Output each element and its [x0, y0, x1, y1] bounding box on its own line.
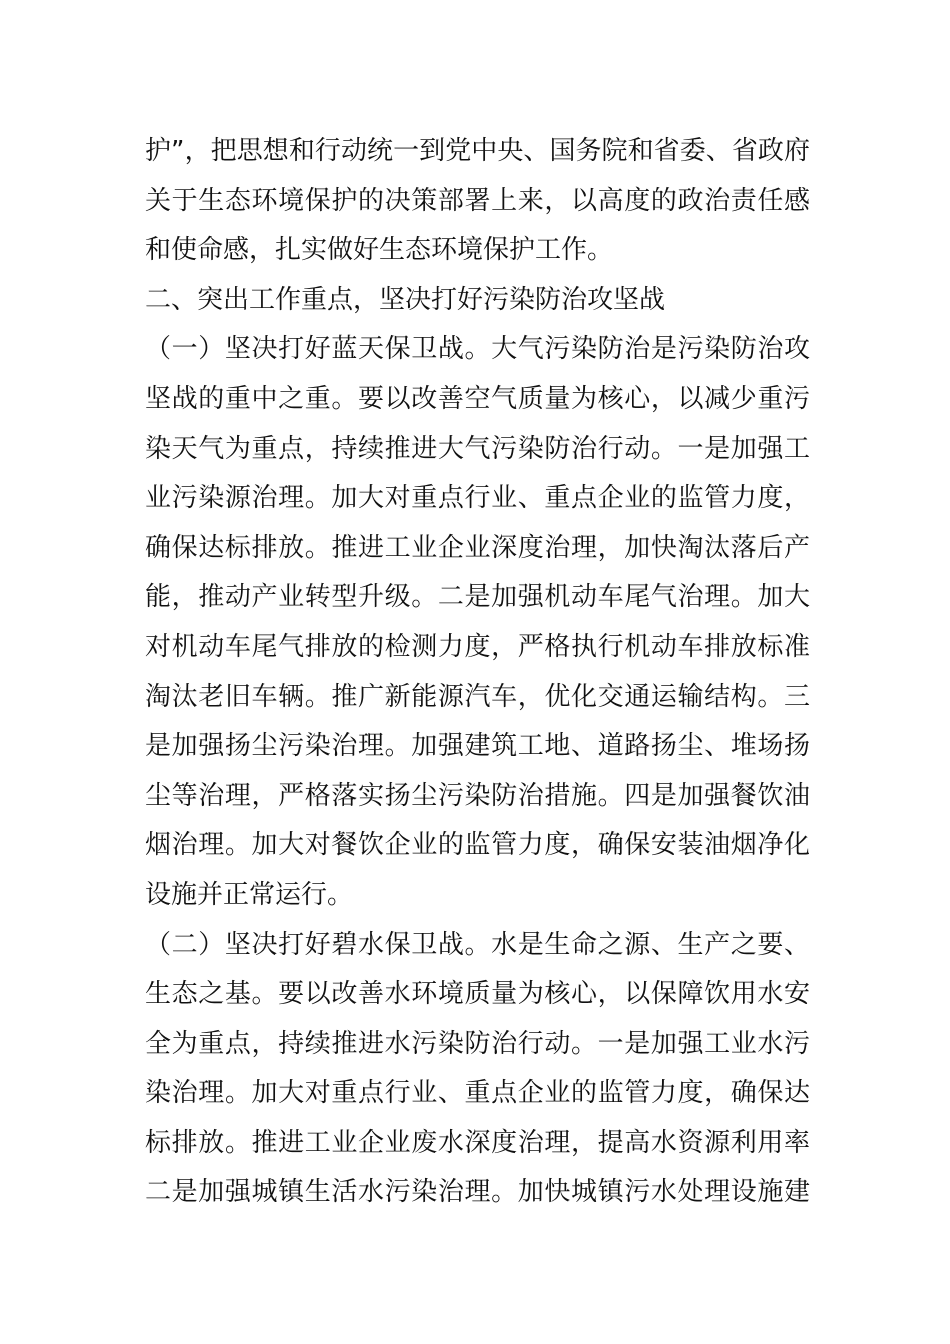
text-line: 关于生态环境保护的决策部署上来，以高度的政治责任感	[145, 185, 810, 216]
text-line: 确保达标排放。推进工业企业深度治理，加快淘汰落后产	[145, 532, 810, 563]
text-line: 烟治理。加大对餐饮企业的监管力度，确保安装油烟净化	[145, 830, 810, 861]
text-line: 生态之基。要以改善水环境质量为核心，以保障饮用水安	[145, 979, 810, 1010]
text-line: 染治理。加大对重点行业、重点企业的监管力度，确保达	[145, 1078, 810, 1109]
text-line: 业污染源治理。加大对重点行业、重点企业的监管力度，	[145, 483, 810, 514]
text-line: 和使命感，扎实做好生态环境保护工作。	[145, 235, 614, 266]
body-text	[145, 127, 810, 1218]
text-line: 坚战的重中之重。要以改善空气质量为核心，以减少重污	[145, 383, 810, 414]
text-line: 二是加强城镇生活水污染治理。加快城镇污水处理设施建	[145, 1177, 810, 1208]
text-line: 是加强扬尘污染治理。加强建筑工地、道路扬尘、堆场扬	[145, 731, 810, 762]
section-heading: 二、突出工作重点，坚决打好污染防治攻坚战	[145, 284, 666, 315]
text-line: 全为重点，持续推进水污染防治行动。一是加强工业水污	[145, 1028, 810, 1059]
text-line: 设施并正常运行。	[145, 879, 354, 910]
text-line: 淘汰老旧车辆。推广新能源汽车，优化交通运输结构。三	[145, 681, 810, 712]
text-line: 尘等治理，严格落实扬尘污染防治措施。四是加强餐饮油	[145, 780, 810, 811]
text-line: （一）坚决打好蓝天保卫战。大气污染防治是污染防治攻	[145, 334, 810, 365]
text-line: 护”，把思想和行动统一到党中央、国务院和省委、省政府	[145, 136, 810, 166]
text-line: 对机动车尾气排放的检测力度，严格执行机动车排放标准	[145, 631, 810, 662]
text-line: 能，推动产业转型升级。二是加强机动车尾气治理。加大	[145, 582, 810, 613]
text-line: 标排放。推进工业企业废水深度治理，提高水资源利用率	[145, 1127, 810, 1158]
text-line: （二）坚决打好碧水保卫战。水是生命之源、生产之要、	[145, 929, 810, 960]
text-line: 染天气为重点，持续推进大气污染防治行动。一是加强工	[145, 433, 810, 464]
